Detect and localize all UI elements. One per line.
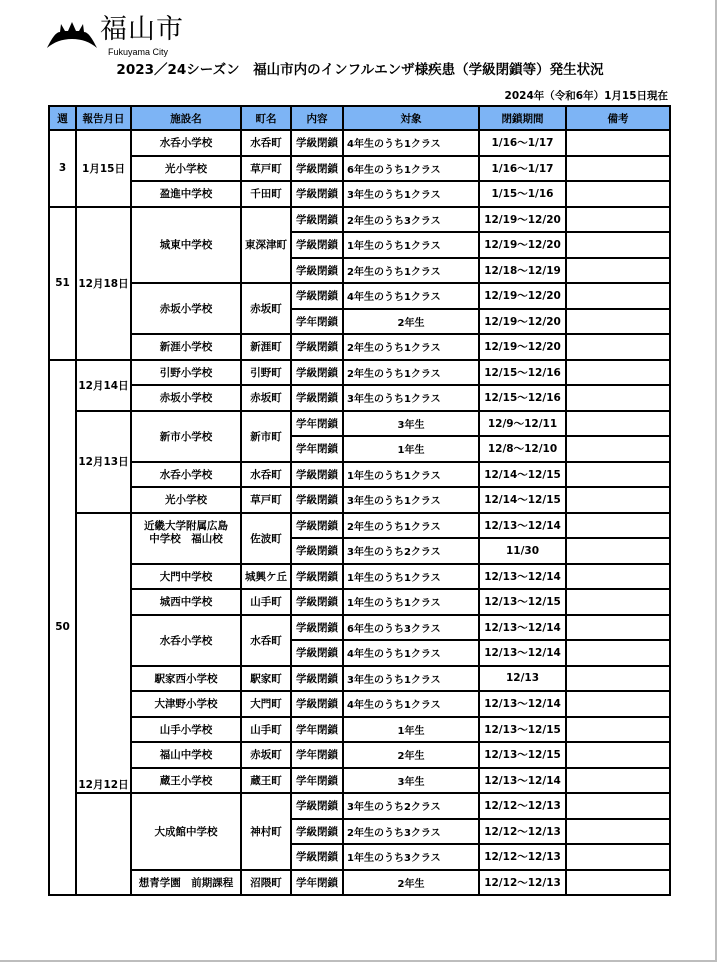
content-cell: 学級閉鎖: [291, 844, 343, 870]
target-cell: 3年生のうち2クラス: [343, 538, 479, 564]
town-cell: 草戸町: [241, 487, 291, 513]
facility-cell: 水呑小学校: [131, 615, 241, 666]
header-week: 週: [49, 106, 76, 130]
content-cell: 学級閉鎖: [291, 793, 343, 819]
target-cell: 1年生: [343, 717, 479, 743]
town-cell: 駅家町: [241, 666, 291, 692]
note-cell: [566, 793, 670, 819]
target-cell: 4年生のうち1クラス: [343, 691, 479, 717]
period-cell: 12/18～12/19: [479, 258, 566, 284]
facility-cell: 大津野小学校: [131, 691, 241, 717]
report-date-cell: 1月15日: [76, 130, 131, 207]
content-cell: 学年閉鎖: [291, 411, 343, 437]
table-row: [49, 334, 670, 360]
facility-cell: 光小学校: [131, 487, 241, 513]
period-cell: 1/15～1/16: [479, 181, 566, 207]
content-cell: 学級閉鎖: [291, 385, 343, 411]
town-cell: 城興ケ丘: [241, 564, 291, 590]
town-cell: 水呑町: [241, 462, 291, 488]
town-cell: 山手町: [241, 589, 291, 615]
target-cell: 3年生のうち1クラス: [343, 181, 479, 207]
note-cell: [566, 640, 670, 666]
note-cell: [566, 181, 670, 207]
logo-english: Fukuyama City: [108, 47, 169, 57]
content-cell: 学級閉鎖: [291, 130, 343, 156]
target-cell: 3年生のうち1クラス: [343, 487, 479, 513]
note-cell: [566, 666, 670, 692]
period-cell: 12/15～12/16: [479, 360, 566, 386]
facility-cell: 赤坂小学校: [131, 385, 241, 411]
facility-cell: 赤坂小学校: [131, 283, 241, 334]
content-cell: 学級閉鎖: [291, 181, 343, 207]
table-row: [49, 589, 670, 615]
content-cell: 学年閉鎖: [291, 870, 343, 896]
period-cell: 12/13～12/14: [479, 615, 566, 641]
table-body: [49, 130, 670, 895]
note-cell: [566, 334, 670, 360]
period-cell: 12/13: [479, 666, 566, 692]
table-row: [49, 181, 670, 207]
town-cell: 沼隈町: [241, 870, 291, 896]
table-row: [49, 615, 670, 641]
content-cell: 学級閉鎖: [291, 691, 343, 717]
target-cell: 2年生のうち3クラス: [343, 207, 479, 233]
content-cell: 学級閉鎖: [291, 513, 343, 539]
town-cell: 新涯町: [241, 334, 291, 360]
report-date-cell: 12月14日: [76, 360, 131, 411]
target-cell: 1年生: [343, 436, 479, 462]
table-row: [49, 487, 670, 513]
content-cell: 学級閉鎖: [291, 207, 343, 233]
note-cell: [566, 768, 670, 794]
period-cell: 12/8～12/10: [479, 436, 566, 462]
target-cell: 1年生のうち1クラス: [343, 564, 479, 590]
note-cell: [566, 411, 670, 437]
period-cell: 12/15～12/16: [479, 385, 566, 411]
facility-cell: 福山中学校: [131, 742, 241, 768]
note-cell: [566, 717, 670, 743]
note-cell: [566, 436, 670, 462]
period-cell: 12/13～12/15: [479, 589, 566, 615]
city-logo: [46, 14, 206, 58]
note-cell: [566, 156, 670, 182]
content-cell: 学級閉鎖: [291, 232, 343, 258]
table-row: [49, 870, 670, 896]
period-cell: 12/13～12/15: [479, 742, 566, 768]
content-cell: 学級閉鎖: [291, 538, 343, 564]
target-cell: 3年生: [343, 411, 479, 437]
table-row: [49, 564, 670, 590]
content-cell: 学級閉鎖: [291, 564, 343, 590]
content-cell: 学年閉鎖: [291, 436, 343, 462]
content-cell: 学級閉鎖: [291, 258, 343, 284]
target-cell: 2年生のうち1クラス: [343, 334, 479, 360]
town-cell: 蔵王町: [241, 768, 291, 794]
content-cell: 学級閉鎖: [291, 156, 343, 182]
content-cell: 学年閉鎖: [291, 742, 343, 768]
facility-cell: 新市小学校: [131, 411, 241, 462]
period-cell: 12/19～12/20: [479, 334, 566, 360]
header-note: 備考: [566, 106, 670, 130]
note-cell: [566, 462, 670, 488]
town-cell: 東深津町: [241, 207, 291, 284]
target-cell: 2年生のうち1クラス: [343, 360, 479, 386]
period-cell: 12/12～12/13: [479, 793, 566, 819]
period-cell: 12/9～12/11: [479, 411, 566, 437]
period-cell: 12/12～12/13: [479, 819, 566, 845]
note-cell: [566, 615, 670, 641]
page-title: 2023／24シーズン 福山市内のインフルエンザ様疾患（学級閉鎖等）発生状況: [116, 62, 604, 78]
facility-cell: 引野小学校: [131, 360, 241, 386]
town-cell: 水呑町: [241, 615, 291, 666]
table-row: [49, 717, 670, 743]
table-row: [49, 793, 670, 819]
town-cell: 草戸町: [241, 156, 291, 182]
period-cell: 12/19～12/20: [479, 232, 566, 258]
target-cell: 6年生のうち1クラス: [343, 156, 479, 182]
town-cell: 千田町: [241, 181, 291, 207]
note-cell: [566, 819, 670, 845]
content-cell: 学級閉鎖: [291, 666, 343, 692]
report-date-cell: 12月13日: [76, 411, 131, 513]
town-cell: 赤坂町: [241, 742, 291, 768]
facility-cell: 光小学校: [131, 156, 241, 182]
town-cell: 赤坂町: [241, 283, 291, 334]
header-target: 対象: [343, 106, 479, 130]
facility-cell: 新涯小学校: [131, 334, 241, 360]
note-cell: [566, 487, 670, 513]
target-cell: 3年生のうち2クラス: [343, 793, 479, 819]
note-cell: [566, 283, 670, 309]
table-row: [49, 385, 670, 411]
facility-cell: 城東中学校: [131, 207, 241, 284]
target-cell: 1年生のうち1クラス: [343, 589, 479, 615]
content-cell: 学級閉鎖: [291, 283, 343, 309]
note-cell: [566, 691, 670, 717]
note-cell: [566, 742, 670, 768]
target-cell: 4年生のうち1クラス: [343, 283, 479, 309]
target-cell: 6年生のうち3クラス: [343, 615, 479, 641]
period-cell: 12/12～12/13: [479, 870, 566, 896]
header-facility: 施設名: [131, 106, 241, 130]
facility-cell: 水呑小学校: [131, 130, 241, 156]
facility-cell: 駅家西小学校: [131, 666, 241, 692]
facility-cell: 城西中学校: [131, 589, 241, 615]
target-cell: 2年生: [343, 309, 479, 335]
note-cell: [566, 589, 670, 615]
content-cell: 学級閉鎖: [291, 589, 343, 615]
note-cell: [566, 844, 670, 870]
town-cell: 大門町: [241, 691, 291, 717]
as-of-date: 2024年（令和6年）1月15日現在: [504, 90, 668, 102]
town-cell: 引野町: [241, 360, 291, 386]
table-row: [49, 666, 670, 692]
facility-cell: 山手小学校: [131, 717, 241, 743]
header-report-date: 報告月日: [76, 106, 131, 130]
table-row: [49, 156, 670, 182]
target-cell: 3年生のうち1クラス: [343, 666, 479, 692]
target-cell: 2年生のうち3クラス: [343, 819, 479, 845]
note-cell: [566, 360, 670, 386]
note-cell: [566, 232, 670, 258]
note-cell: [566, 207, 670, 233]
period-cell: 12/12～12/13: [479, 844, 566, 870]
facility-cell: [131, 513, 241, 564]
target-cell: 3年生: [343, 768, 479, 794]
table-row: [49, 462, 670, 488]
period-cell: 12/13～12/15: [479, 717, 566, 743]
content-cell: 学級閉鎖: [291, 615, 343, 641]
town-cell: 新市町: [241, 411, 291, 462]
week-cell: 50: [49, 360, 76, 896]
header-period: 閉鎖期間: [479, 106, 566, 130]
town-cell: 赤坂町: [241, 385, 291, 411]
content-cell: 学級閉鎖: [291, 819, 343, 845]
target-cell: 4年生のうち1クラス: [343, 640, 479, 666]
closure-table: [48, 105, 671, 896]
target-cell: 1年生のうち1クラス: [343, 462, 479, 488]
facility-cell: 想青学園 前期課程: [131, 870, 241, 896]
target-cell: 2年生のうち1クラス: [343, 513, 479, 539]
content-cell: 学級閉鎖: [291, 360, 343, 386]
period-cell: 12/19～12/20: [479, 309, 566, 335]
target-cell: 2年生: [343, 742, 479, 768]
period-cell: 12/13～12/14: [479, 691, 566, 717]
note-cell: [566, 564, 670, 590]
period-cell: 12/13～12/14: [479, 768, 566, 794]
period-cell: 11/30: [479, 538, 566, 564]
report-date-cell: [76, 793, 131, 895]
logo-kanji: 福山市: [100, 14, 184, 45]
week-cell: 51: [49, 207, 76, 360]
target-cell: 3年生のうち1クラス: [343, 385, 479, 411]
header-content: 内容: [291, 106, 343, 130]
period-cell: 1/16～1/17: [479, 130, 566, 156]
report-date-cell: 12月12日: [76, 513, 131, 794]
facility-name-line: 近畿大学附属広島: [144, 519, 228, 532]
period-cell: 12/13～12/14: [479, 564, 566, 590]
note-cell: [566, 258, 670, 284]
table-row: [49, 513, 670, 539]
table-row: [49, 283, 670, 309]
period-cell: 12/13～12/14: [479, 513, 566, 539]
target-cell: 2年生: [343, 870, 479, 896]
note-cell: [566, 385, 670, 411]
page-border-right: [715, 0, 717, 962]
town-cell: 山手町: [241, 717, 291, 743]
table-row: [49, 411, 670, 437]
header-town: 町名: [241, 106, 291, 130]
content-cell: 学年閉鎖: [291, 309, 343, 335]
facility-cell: 水呑小学校: [131, 462, 241, 488]
table-header-row: [49, 106, 670, 130]
table-row: [49, 768, 670, 794]
page-border-bottom: [0, 960, 717, 962]
note-cell: [566, 538, 670, 564]
target-cell: 1年生のうち1クラス: [343, 232, 479, 258]
note-cell: [566, 130, 670, 156]
table-row: [49, 360, 670, 386]
report-date-cell: 12月18日: [76, 207, 131, 360]
content-cell: 学年閉鎖: [291, 717, 343, 743]
table-row: [49, 691, 670, 717]
target-cell: 4年生のうち1クラス: [343, 130, 479, 156]
note-cell: [566, 870, 670, 896]
facility-name-line: 中学校 福山校: [149, 532, 223, 545]
period-cell: 12/19～12/20: [479, 207, 566, 233]
table-row: [49, 207, 670, 233]
week-cell: 3: [49, 130, 76, 207]
table-row: [49, 130, 670, 156]
table-row: [49, 742, 670, 768]
facility-cell: 大門中学校: [131, 564, 241, 590]
period-cell: 12/14～12/15: [479, 487, 566, 513]
target-cell: 2年生のうち1クラス: [343, 258, 479, 284]
town-cell: 水呑町: [241, 130, 291, 156]
content-cell: 学級閉鎖: [291, 462, 343, 488]
period-cell: 12/19～12/20: [479, 283, 566, 309]
content-cell: 学年閉鎖: [291, 768, 343, 794]
target-cell: 1年生のうち3クラス: [343, 844, 479, 870]
mountain-emblem-icon: [46, 20, 98, 50]
town-cell: 佐波町: [241, 513, 291, 564]
period-cell: 1/16～1/17: [479, 156, 566, 182]
content-cell: 学級閉鎖: [291, 487, 343, 513]
note-cell: [566, 513, 670, 539]
period-cell: 12/13～12/14: [479, 640, 566, 666]
town-cell: 神村町: [241, 793, 291, 870]
facility-cell: 大成館中学校: [131, 793, 241, 870]
facility-cell: 盈進中学校: [131, 181, 241, 207]
note-cell: [566, 309, 670, 335]
content-cell: 学級閉鎖: [291, 640, 343, 666]
period-cell: 12/14～12/15: [479, 462, 566, 488]
facility-cell: 蔵王小学校: [131, 768, 241, 794]
content-cell: 学級閉鎖: [291, 334, 343, 360]
